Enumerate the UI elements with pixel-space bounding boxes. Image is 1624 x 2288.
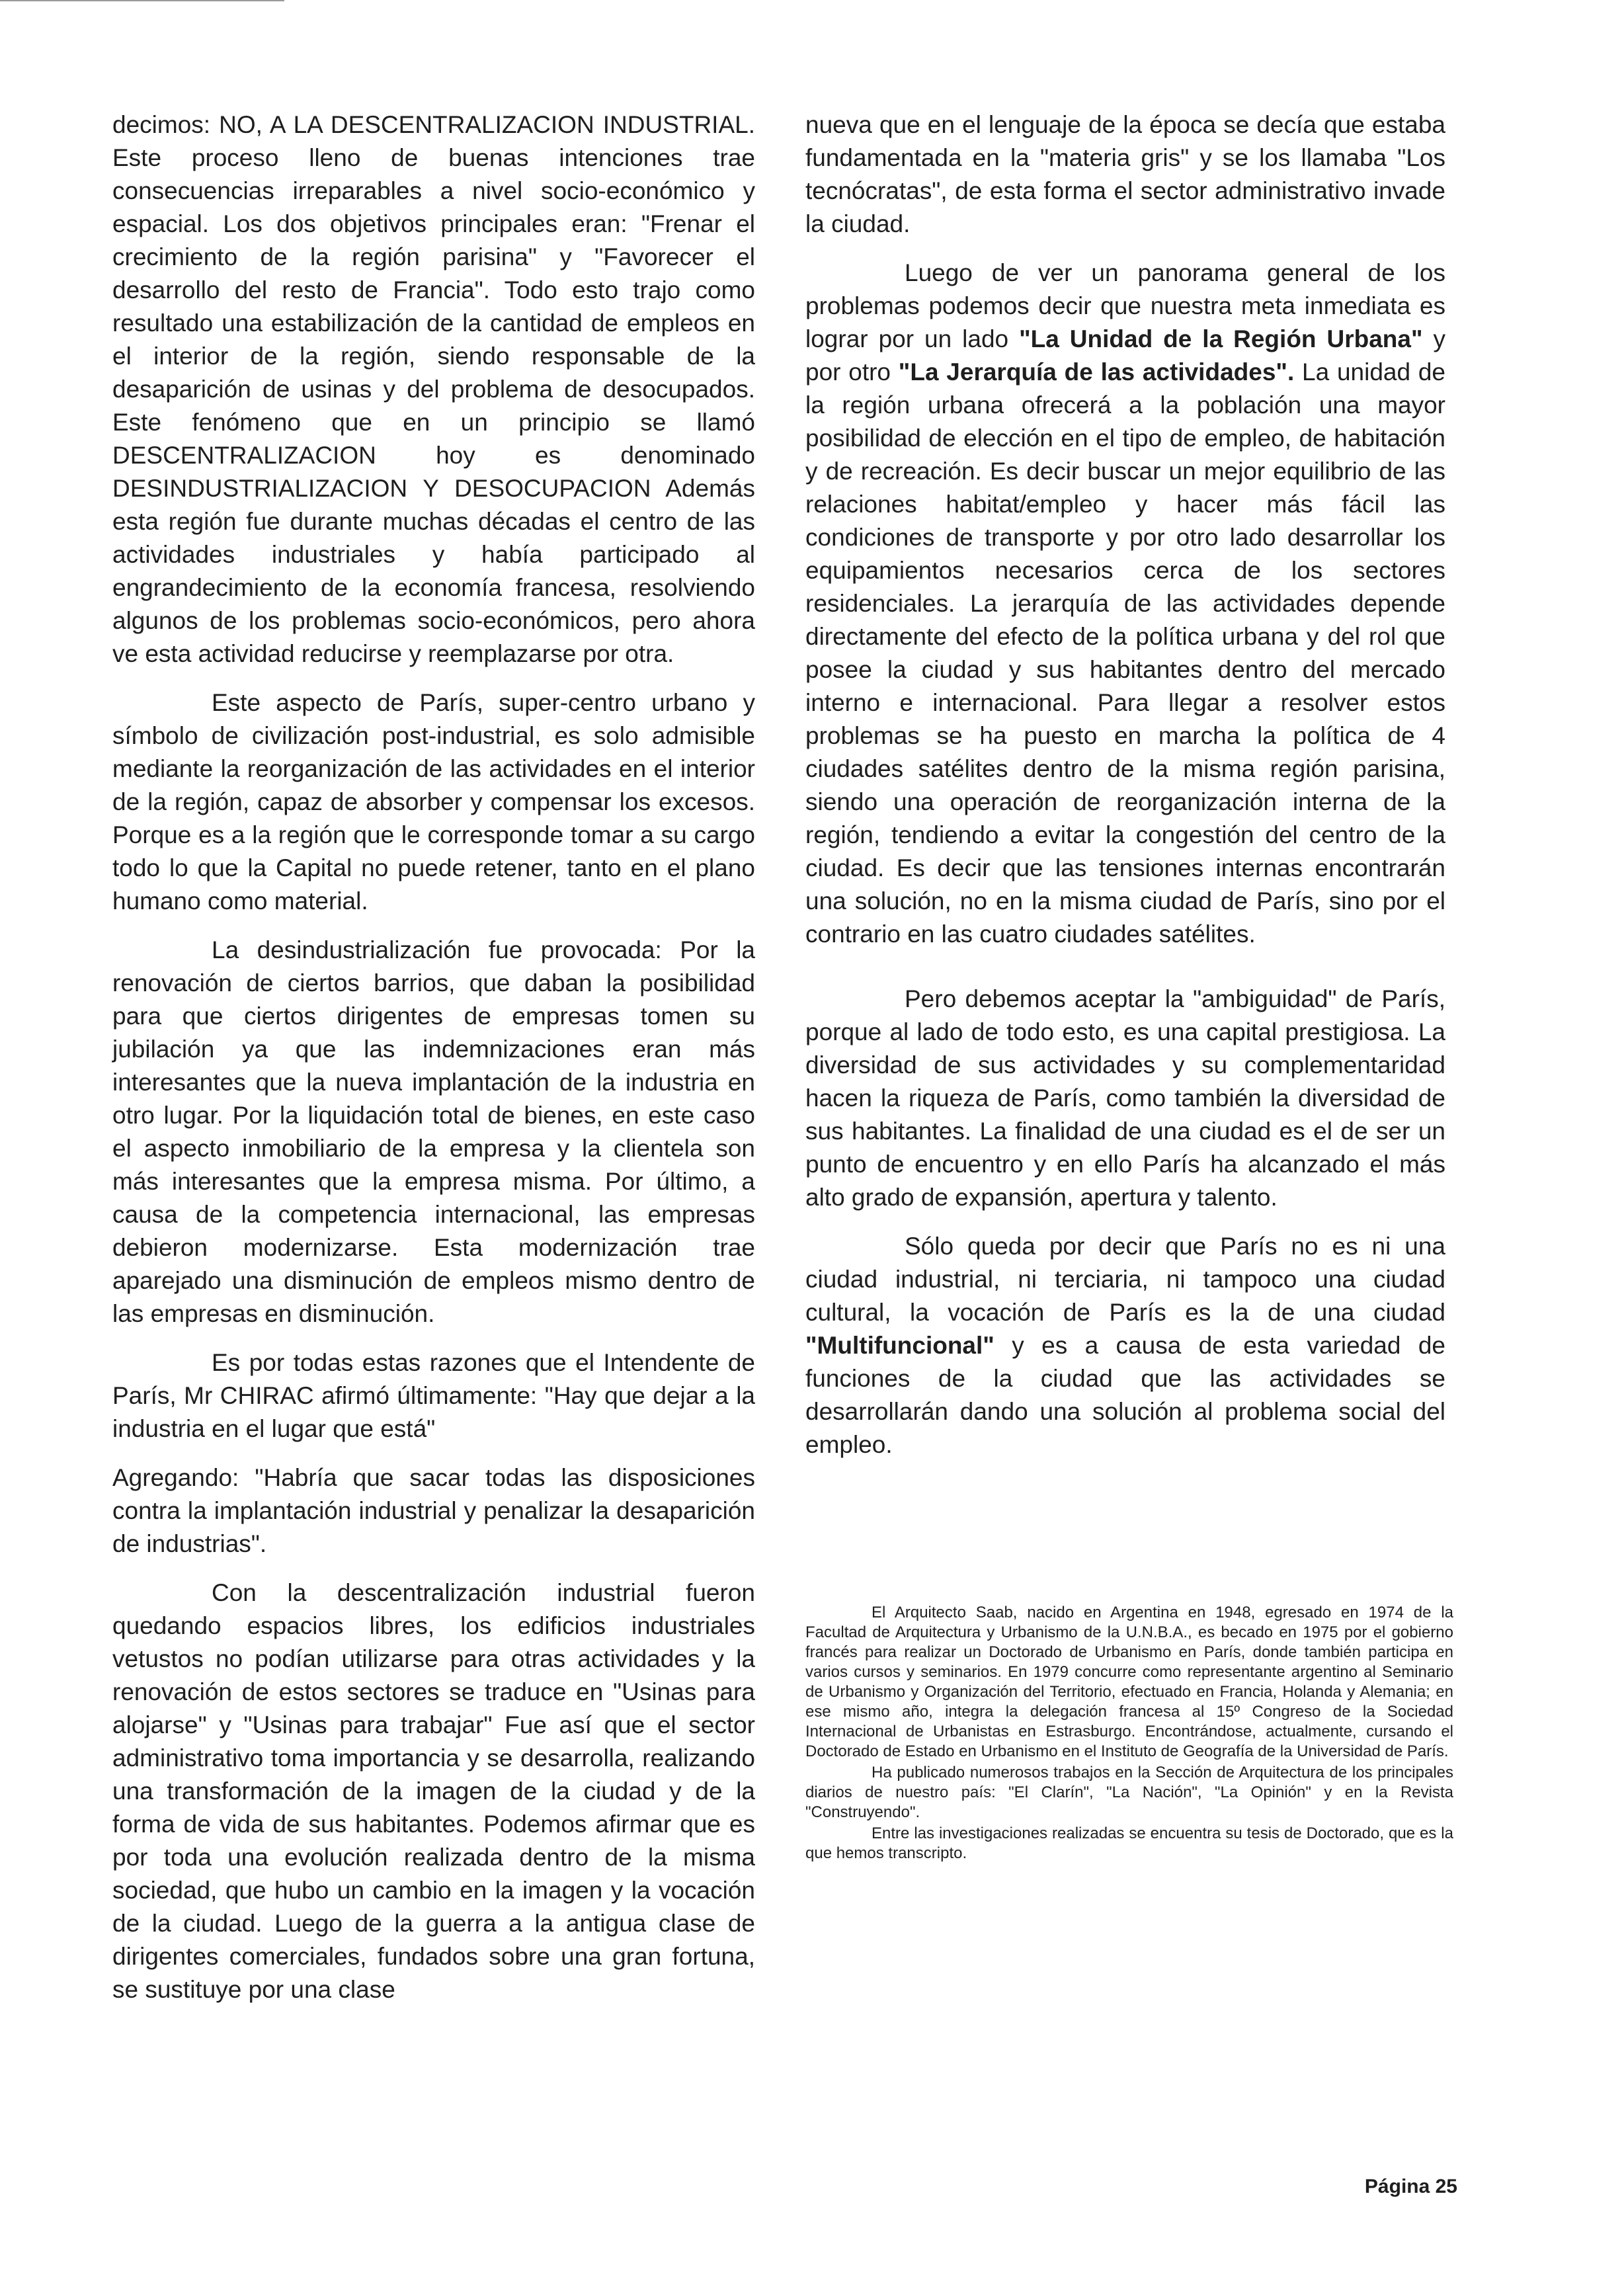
emphasis-jerarquia-actividades: "La Jerarquía de las actividades". <box>898 358 1295 386</box>
paragraph-agregando: Agregando: "Habría que sacar todas las disposiciones contra la implantación industrial y penalizar la desaparición de industrias". <box>112 1464 755 1557</box>
paragraph-espacios-libres: Con la descentralización industrial fueron quedando espacios libres, los edificios industriales vetustos no podían utilizarse para otras actividades y la renovación de estos sectores se traduce en "Usinas para alojarse" y "Usinas para trabajar" Fue así que el sector administrativo toma importancia y se desarrolla, realizando una transformación de la imagen de la ciudad y de la forma de vida de sus habitantes. Podemos afirmar que es por toda una evolución realizada dentro de la misma sociedad, que hubo un cambio en la imagen y la vocación de la ciudad. Luego de la guerra a la antigua clase de dirigentes comerciales, fundados sobre una gran fortuna, se sustituye por una clase <box>112 1579 755 2003</box>
paragraph-ambiguidad: Pero debemos aceptar la "ambiguidad" de París, porque al lado de todo esto, es una capital prestigiosa. La diversidad de sus actividades y su complementaridad hacen la riqueza de París, como también la diversidad de sus habitantes. La finalidad de una ciudad es el de ser un punto de encuentro y en ello París ha alcanzado el más alto grado de expansión, apertura y talento. <box>805 985 1445 1211</box>
author-bio-note <box>805 1603 1453 1863</box>
page-number: Página 25 <box>1364 2176 1457 2197</box>
left-text-column <box>112 108 755 2022</box>
bio-paragraph: Entre las investigaciones realizadas se encuentra su tesis de Doctorado, que es la que hemos transcripto. <box>805 1824 1453 1862</box>
emphasis-unidad-region-urbana: "La Unidad de la Región Urbana" <box>1019 325 1423 352</box>
bio-paragraph: El Arquitecto Saab, nacido en Argentina en 1948, egresado en 1974 de la Facultad de Arquitectura y Urbanismo de la U.N.B.A., es becado en 1975 por el gobierno francés para realizar un Doctorado de Urbanismo en París, donde también participa en varios cursos y seminarios. En 1979 concurre como representante argentino al Seminario de Urbanismo y Organización del Territorio, efectuado en Francia, Holanda y Alemania; en ese mismo año, integra la delegación francesa al 15º Congreso de la Sociedad Internacional de Urbanistas en Estrasburgo. Encontrándose, actualmente, cursando el Doctorado de Estado en Urbanismo en el Instituto de Geografía de la Universidad de París. <box>805 1604 1453 1760</box>
bio-paragraph: Ha publicado numerosos trabajos en la Sección de Arquitectura de los principales diarios de nuestro país: "El Clarín", "La Nación", "La Opinión" y en la Revista "Construyendo". <box>805 1764 1453 1821</box>
paragraph-chirac: Es por todas estas razones que el Intendente de París, Mr CHIRAC afirmó últimamente: "Hay que dejar a la industria en el lugar que está" <box>112 1349 755 1442</box>
emphasis-multifuncional: "Multifuncional" <box>805 1332 995 1359</box>
text-run: y es a causa de esta variedad de funciones de la ciudad que las actividades se desarrollarán dando una solución al problema social del empleo. <box>805 1332 1445 1458</box>
text-run: y por otro <box>805 325 1445 386</box>
paragraph-tecnocratas: nueva que en el lenguaje de la época se decía que estaba fundamentada en la "materia gris" y se los llamaba "Los tecnócratas", de esta forma el sector administrativo invade la ciudad. <box>805 111 1445 237</box>
text-run: La unidad de la región urbana ofrecerá a la población una mayor posibilidad de elección en el tipo de empleo, de habitación y de recreación. Es decir buscar un mejor equilibrio de las relaciones habitat/empleo y hacer más fácil las condiciones de transporte y por otro lado desarrollar los equipamientos necesarios cerca de los sectores residenciales. La jerarquía de las actividades depende directamente del efecto de la política urbana y del rol que posee la ciudad y sus habitantes dentro del mercado interno e internacional. Para llegar a resolver estos problemas se ha puesto en marcha la política de 4 ciudades satélites dentro de la misma región parisina, siendo una operación de reorganización interna de la región, tendiendo a evitar la congestión del centro de la ciudad. Es decir que las tensiones internas encontrarán una solución, no en la misma ciudad de París, sino por el contrario en las cuatro ciudades satélites. <box>805 358 1445 948</box>
right-text-column <box>805 108 1445 1477</box>
paragraph-unidad-region <box>805 257 1445 951</box>
text-run: Sólo queda por decir que París no es ni una ciudad industrial, ni terciaria, ni tampoco una ciudad cultural, la vocación de París es la de una ciudad <box>805 1233 1445 1326</box>
text-run: Luego de ver un panorama general de los problemas podemos decir que nuestra meta inmediata es lograr por un lado <box>805 259 1445 352</box>
scan-edge-line <box>0 0 284 1</box>
paragraph-desindustrializacion: La desindustrialización fue provocada: Por la renovación de ciertos barrios, que daban la posibilidad para que ciertos dirigentes de empresas tomen su jubilación ya que las indemnizaciones eran más interesantes que la nueva implantación de la industria en otro lugar. Por la liquidación total de bienes, en este caso el aspecto inmobiliario de la empresa y la clientela son más interesantes que la empresa misma. Por último, a causa de la competencia internacional, las empresas debieron modernizarse. Esta modernización trae aparejado una disminución de empleos mismo dentro de las empresas en disminución. <box>112 936 755 1327</box>
paragraph-multifuncional <box>805 1230 1445 1461</box>
paragraph-aspecto-paris: Este aspecto de París, super-centro urbano y símbolo de civilización post-industrial, es solo admisible mediante la reorganización de las actividades en el interior de la región, capaz de absorber y compensar los excesos. Porque es a la región que le corresponde tomar a su cargo todo lo que la Capital no puede retener, tanto en el plano humano como material. <box>112 689 755 915</box>
paragraph-descentralizacion: decimos: NO, A LA DESCENTRALIZACION INDUSTRIAL. Este proceso lleno de buenas intenciones trae consecuencias irreparables a nivel socio-económico y espacial. Los dos objetivos principales eran: "Frenar el crecimiento de la región parisina" y "Favorecer el desarrollo del resto de Francia". Todo esto trajo como resultado una estabilización de la cantidad de empleos en el interior de la región, siendo responsable de la desaparición de usinas y del problema de desocupados. Este fenómeno que en un principio se llamó DESCENTRALIZACION hoy es denominado DESINDUSTRIALIZACION Y DESOCUPACION Además esta región fue durante muchas décadas el centro de las actividades industriales y había participado al engrandecimiento de la economía francesa, resolviendo algunos de los problemas socio-económicos, pero ahora ve esta actividad reducirse y reemplazarse por otra. <box>112 111 755 667</box>
